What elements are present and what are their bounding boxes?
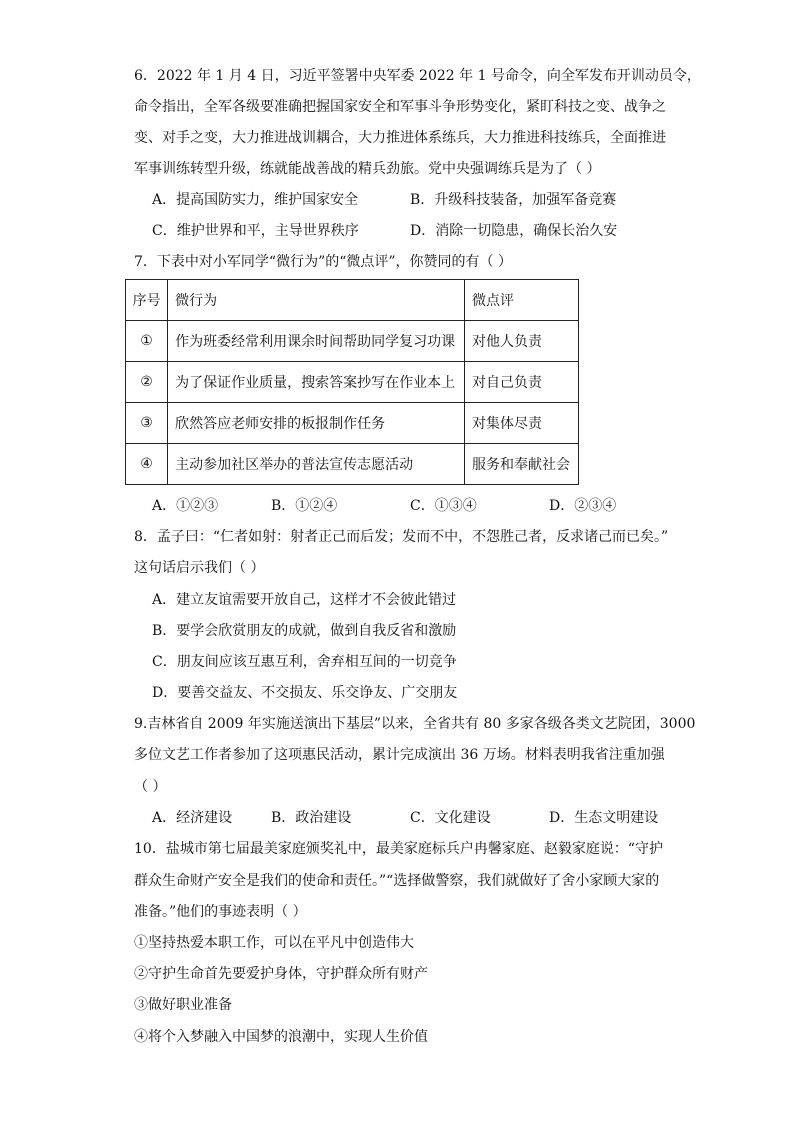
q6-line-2: 命令指出，全军各级要准确把握国家安全和军事斗争形势变化，紧盯科技之变、战争之 <box>134 99 666 115</box>
q6-option-b: B．升级科技装备，加强军备竞赛 <box>410 192 617 208</box>
q10-line-2: 群众生命财产安全是我们的使命和责任。”“选择做警察，我们就做好了舍小家顾大家的 <box>134 873 660 889</box>
table-row <box>126 403 579 444</box>
q8-line-1: 8．孟子曰：“仁者如射：射者正己而后发；发而不中，不怨胜己者，反求诸己而已矣。” <box>134 529 669 545</box>
table-cell-number: ③ <box>126 403 168 444</box>
table-header-row <box>126 280 579 321</box>
q10-item-2: ②守护生命首先要爱护身体，守护群众所有财产 <box>134 966 428 982</box>
q10-line-1: 10．盐城市第七届最美家庭颁奖礼中，最美家庭标兵户冉馨家庭、赵毅家庭说：“守护 <box>134 841 663 857</box>
table-header-cell: 微行为 <box>168 280 465 321</box>
q7-option-c: C．①③④ <box>410 498 477 514</box>
q10-item-1: ①坚持热爱本职工作，可以在平凡中创造伟大 <box>134 935 414 951</box>
table-header-cell: 序号 <box>126 280 168 321</box>
q8-option-a: A．建立友谊需要开放自己，这样才不会彼此错过 <box>152 592 457 608</box>
table-cell-behavior: 主动参加社区举办的普法宣传志愿活动 <box>168 444 465 485</box>
q10-line-3: 准备。”他们的事迹表明（ ） <box>134 904 307 920</box>
q9-line-1: 9.吉林省自 2009 年实施送演出下基层”以来，全省共有 80 多家各级各类文艺院团，3000 <box>134 716 696 732</box>
q9-option-d: D．生态文明建设 <box>549 810 659 826</box>
table-row <box>126 444 579 485</box>
q6-line-4: 军事训练转型升级，练就能战善战的精兵劲旅。党中央强调练兵是为了（ ） <box>134 161 601 177</box>
table-cell-behavior: 作为班委经常利用课余时间帮助同学复习功课 <box>168 321 465 362</box>
table-cell-comment: 服务和奉献社会 <box>465 444 579 485</box>
q6-option-a: A．提高国防实力，维护国家安全 <box>152 192 359 208</box>
q7-option-b: B．①②④ <box>271 498 338 514</box>
table-cell-comment: 对集体尽责 <box>465 403 579 444</box>
q9-option-c: C．文化建设 <box>410 810 491 826</box>
q9-line-2: 多位文艺工作者参加了这项惠民活动，累计完成演出 36 万场。材料表明我省注重加强 <box>134 747 665 763</box>
table-header-cell: 微点评 <box>465 280 579 321</box>
q6-option-d: D．消除一切隐患，确保长治久安 <box>410 223 618 239</box>
table-row <box>126 362 579 403</box>
q7-option-a: A．①②③ <box>152 498 219 514</box>
table-row <box>126 321 579 362</box>
table-cell-number: ② <box>126 362 168 403</box>
q8-option-b: B．要学会欣赏朋友的成就，做到自我反省和激励 <box>152 623 457 639</box>
table-cell-behavior: 为了保证作业质量，搜索答案抄写在作业本上 <box>168 362 465 403</box>
table-cell-number: ④ <box>126 444 168 485</box>
q8-option-c: C．朋友间应该互惠互利，舍弃相互间的一切竞争 <box>152 654 457 670</box>
q7-table <box>125 279 579 485</box>
q9-option-b: B．政治建设 <box>271 810 352 826</box>
q8-line-2: 这句话启示我们（ ） <box>134 560 265 576</box>
q10-item-4: ④将个入梦融入中国梦的浪潮中，实现人生价值 <box>134 1029 428 1045</box>
q7-option-d: D．②③④ <box>549 498 617 514</box>
table-cell-behavior: 欣然答应老师安排的板报制作任务 <box>168 403 465 444</box>
q8-option-d: D．要善交益友、不交损友、乐交诤友、广交朋友 <box>152 685 458 701</box>
table-cell-comment: 对他人负责 <box>465 321 579 362</box>
q6-option-c: C．维护世界和平，主导世界秩序 <box>152 223 359 239</box>
q6-line-3: 变、对手之变，大力推进战训耦合，大力推进体系练兵，大力推进科技练兵，全面推进 <box>134 130 666 146</box>
q9-option-a: A．经济建设 <box>152 810 233 826</box>
table-cell-number: ① <box>126 321 168 362</box>
q10-item-3: ③做好职业准备 <box>134 997 232 1013</box>
q9-line-3: （ ） <box>134 779 167 795</box>
q7-stem: 7．下表中对小军同学“微行为”的“微点评”，你赞同的有（ ） <box>134 254 512 270</box>
table-cell-comment: 对自己负责 <box>465 362 579 403</box>
q6-line-1: 6．2022 年 1 月 4 日，习近平签署中央军委 2022 年 1 号命令，向全军发布开训动员令， <box>134 68 701 84</box>
